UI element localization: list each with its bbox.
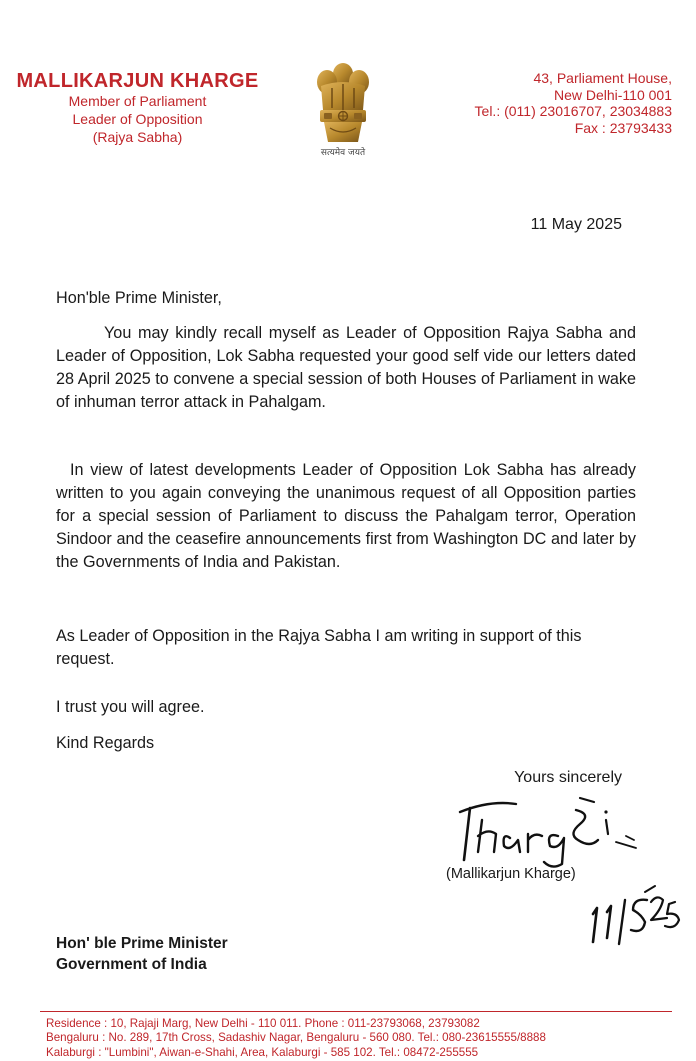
footer-bengaluru: Bengaluru : No. 289, 17th Cross, Sadashiv Nagar, Bengaluru - 560 080. Tel.: 080-23615555/8888 — [46, 1031, 546, 1045]
footer-residence: Residence : 10, Rajaji Marg, New Delhi - 110 011. Phone : 011-23793068, 23793082 — [46, 1017, 480, 1030]
sender-name: MALLIKARJUN KHARGE — [16, 70, 259, 92]
handwritten-signature — [440, 790, 680, 870]
valediction: Yours sincerely — [514, 769, 622, 786]
paragraph: As Leader of Opposition in the Rajya Sabha I am writing in support of this request. — [56, 627, 582, 668]
paragraph: I trust you will agree. — [56, 698, 205, 716]
paragraph: In view of latest developments Leader of Opposition Lok Sabha has already written to you again conveying the unanimous request of all Opposition parties for a special session of Parliament to discuss the Pahalgam terror, Operation Sindoor and the ceasefire announcements first from Washington DC and later by the Governments of India and Pakistan. — [56, 461, 636, 571]
letterhead-sender — [10, 70, 265, 146]
footer-kalaburgi: Kalaburgi : "Lumbini", Aiwan-e-Shahi, Area, Kalaburgi - 585 102. Tel.: 08472-255555 — [46, 1045, 479, 1059]
signatory-name: (Mallikarjun Kharge) — [446, 866, 576, 882]
address-line-2: New Delhi-110 001 — [553, 86, 672, 103]
letterhead-address — [420, 70, 672, 136]
sender-designation-3: (Rajya Sabha) — [92, 129, 183, 145]
closing: Kind Regards — [56, 734, 155, 752]
handwritten-date — [585, 880, 695, 950]
sender-designation-2: Leader of Opposition — [72, 111, 203, 127]
emblem-motto: सत्यमेव जयते — [320, 148, 366, 158]
recipient-title: Hon' ble Prime Minister — [56, 935, 228, 952]
letter-date: 11 May 2025 — [530, 216, 622, 233]
footer-divider — [40, 1011, 672, 1012]
recipient-block — [56, 933, 228, 975]
salutation: Hon'ble Prime Minister, — [56, 289, 222, 307]
recipient-organisation: Government of India — [56, 956, 207, 973]
footer-addresses — [46, 1017, 686, 1060]
address-telephone: Tel.: (011) 23016707, 23034883 — [474, 103, 672, 119]
paragraph: You may kindly recall myself as Leader of Opposition Rajya Sabha and Leader of Opposition, Lok Sabha requested your good self vide our letters dated 28 April 2025 to convene a special session of both Houses of Parliament in wake of inhuman terror attack in Pahalgam. — [56, 324, 636, 411]
address-line-1: 43, Parliament House, — [533, 70, 672, 86]
sender-designation-1: Member of Parliament — [68, 93, 207, 109]
address-fax: Fax : 23793433 — [574, 119, 672, 136]
